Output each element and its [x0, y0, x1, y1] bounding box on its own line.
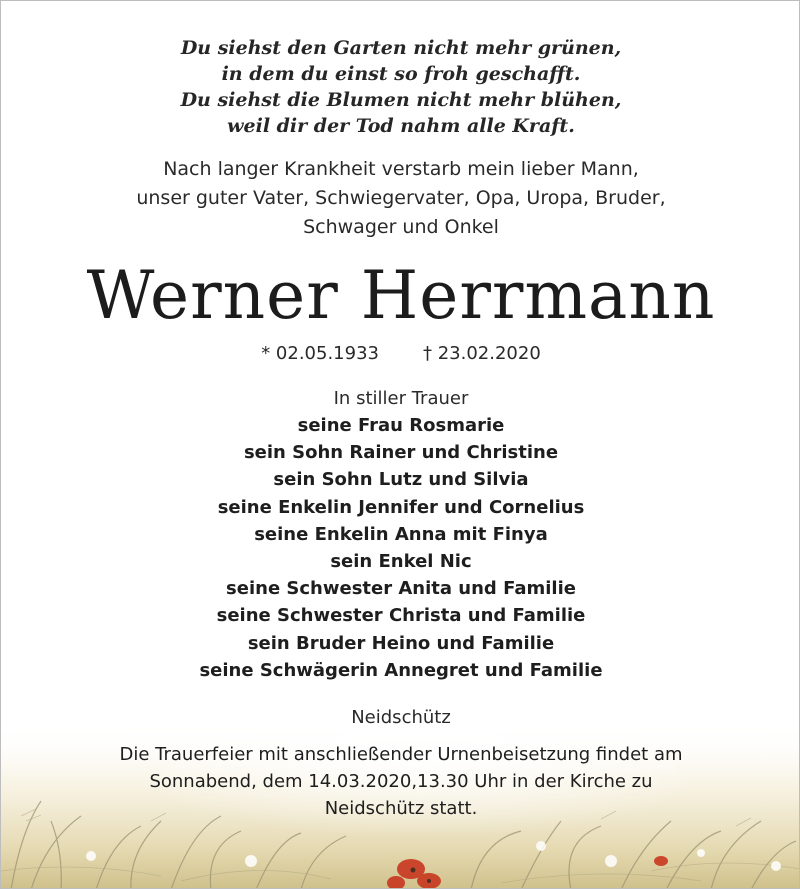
mourner-entry: seine Enkelin Anna mit Finya	[254, 523, 548, 545]
life-dates	[1, 341, 800, 367]
funeral-line: Neidschütz statt.	[324, 798, 478, 819]
birth-date: * 02.05.1933	[261, 343, 379, 364]
mourner-entry: seine Enkelin Jennifer und Cornelius	[217, 496, 585, 518]
mourner-entry: seine Frau Rosmarie	[297, 415, 505, 436]
mourners-list	[1, 412, 800, 684]
mourner-entry: seine Schwägerin Annegret und Familie	[199, 659, 603, 681]
death-date: † 23.02.2020	[423, 343, 541, 364]
poem-line: weil dir der Tod nahm alle Kraft.	[227, 115, 575, 137]
mourner-entry: seine Schwester Anita und Familie	[226, 578, 576, 600]
intro-line: unser guter Vater, Schwiegervater, Opa, Uropa, Bruder,	[136, 187, 666, 209]
mourner-entry: sein Enkel Nic	[330, 551, 472, 573]
mourner-entry: sein Bruder Heino und Familie	[247, 632, 555, 654]
poem-line: in dem du einst so froh geschafft.	[221, 63, 581, 85]
poem-line: Du siehst die Blumen nicht mehr blühen,	[180, 89, 622, 111]
poem-verse	[1, 35, 800, 139]
deceased-name: Werner Herrmann	[86, 257, 716, 334]
intro-line: Nach langer Krankheit verstarb mein lieber Mann,	[163, 158, 639, 180]
mourner-entry: seine Schwester Christa und Familie	[216, 605, 586, 627]
mourner-entry: sein Sohn Rainer und Christine	[243, 442, 559, 464]
poem-line: Du siehst den Garten nicht mehr grünen,	[180, 37, 622, 59]
mourner-entry: sein Sohn Lutz und Silvia	[273, 469, 529, 491]
funeral-line: Die Trauerfeier mit anschließender Urnenbeisetzung findet am	[119, 744, 683, 765]
funeral-line: Sonnabend, dem 14.03.2020,13.30 Uhr in der Kirche zu	[149, 771, 653, 792]
funeral-notice	[1, 741, 800, 822]
mourning-heading: In stiller Trauer	[333, 388, 469, 409]
announcement-intro	[1, 155, 800, 242]
place-name: Neidschütz	[351, 707, 451, 728]
intro-line: Schwager und Onkel	[303, 216, 499, 238]
